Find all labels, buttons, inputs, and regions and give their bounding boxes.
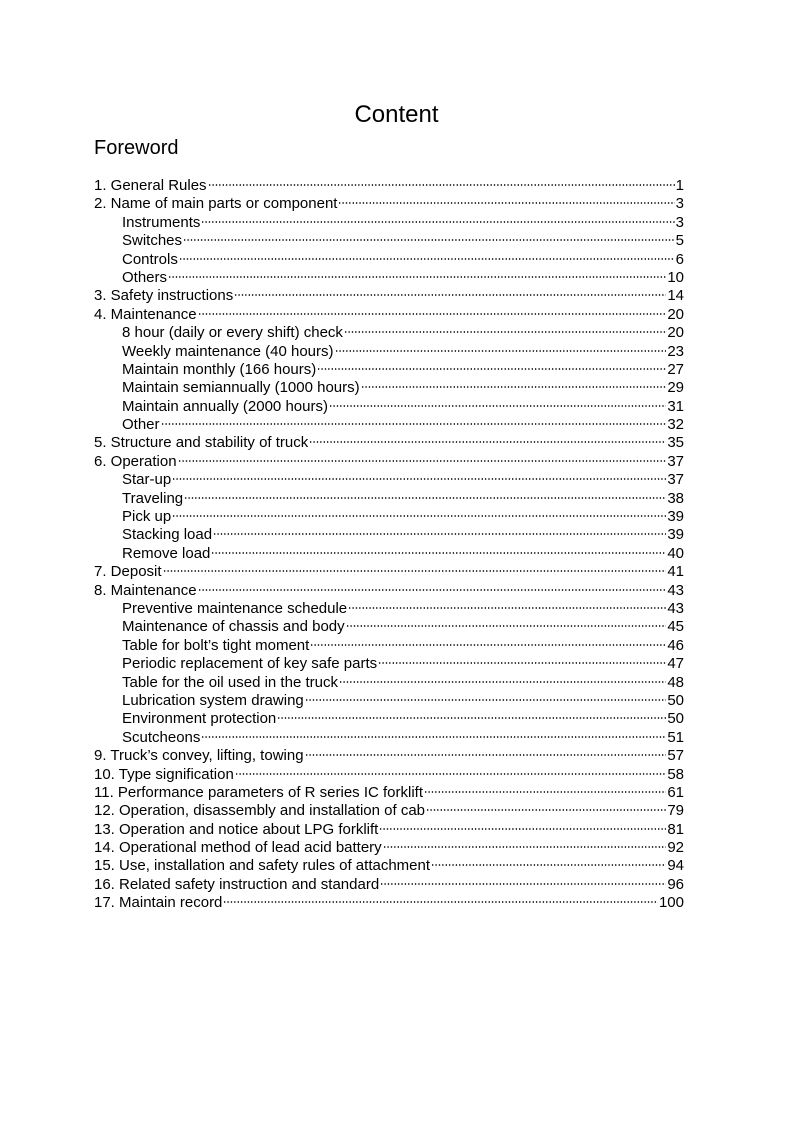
toc-entry-page-number: 6 <box>675 250 684 268</box>
toc-subentry[interactable] <box>94 251 684 269</box>
toc-subentry[interactable] <box>94 655 684 673</box>
toc-entry-label: 6. Operation <box>94 452 177 470</box>
dot-leader <box>277 716 666 720</box>
toc-entry-label: Pick up <box>122 508 172 526</box>
toc-subentry[interactable] <box>94 416 684 434</box>
toc-entry-label: Maintain annually (2000 hours) <box>122 397 328 415</box>
toc-subentry[interactable] <box>94 710 684 728</box>
toc-entry[interactable] <box>94 821 684 839</box>
toc-entry-page-number: 27 <box>667 360 684 378</box>
toc-entry[interactable] <box>94 839 684 857</box>
toc-entry-label: 12. Operation, disassembly and installation of cab <box>94 802 426 820</box>
toc-entry[interactable] <box>94 876 684 894</box>
toc-entry-page-number: 3 <box>675 213 684 231</box>
toc-entry-label: 3. Safety instructions <box>94 287 234 305</box>
toc-subentry[interactable] <box>94 600 684 618</box>
toc-entry-label: Other <box>122 416 160 434</box>
toc-entry[interactable] <box>94 177 684 195</box>
toc-entry-page-number: 37 <box>667 452 684 470</box>
toc-subentry[interactable] <box>94 343 684 361</box>
toc-entry-label: 10. Type signification <box>94 765 234 783</box>
toc-subentry[interactable] <box>94 674 684 692</box>
dot-leader <box>211 551 666 555</box>
toc-entry-label: Environment protection <box>122 710 277 728</box>
dot-leader <box>161 422 667 426</box>
dot-leader <box>305 753 667 757</box>
toc-entry-label: Maintenance of chassis and body <box>122 618 345 636</box>
toc-entry-label: 8 hour (daily or every shift) check <box>122 324 343 342</box>
toc-entry-label: 15. Use, installation and safety rules of attachment <box>94 857 431 875</box>
dot-leader <box>198 588 667 592</box>
toc-entry[interactable] <box>94 802 684 820</box>
toc-entry-page-number: 61 <box>667 783 684 801</box>
toc-subentry[interactable] <box>94 379 684 397</box>
toc-entry-page-number: 20 <box>667 324 684 342</box>
toc-entry-label: Others <box>122 268 168 286</box>
dot-leader <box>178 459 667 463</box>
page-title: Content <box>354 101 439 128</box>
toc-subentry[interactable] <box>94 269 684 287</box>
toc-subentry[interactable] <box>94 398 684 416</box>
dot-leader <box>235 772 667 776</box>
toc-entry-label: Table for the oil used in the truck <box>122 673 338 691</box>
dot-leader <box>234 293 666 297</box>
toc-entry[interactable] <box>94 453 684 471</box>
toc-entry-label: Controls <box>122 250 178 268</box>
dot-leader <box>348 606 666 610</box>
dot-leader <box>172 477 666 481</box>
dot-leader <box>310 643 666 647</box>
toc-entry-page-number: 81 <box>667 820 684 838</box>
toc-entry-page-number: 14 <box>667 287 684 305</box>
toc-entry[interactable] <box>94 766 684 784</box>
toc-entry-label: Traveling <box>122 489 184 507</box>
toc-subentry[interactable] <box>94 692 684 710</box>
dot-leader <box>309 440 666 444</box>
toc-entry-page-number: 39 <box>667 526 684 544</box>
toc-entry-page-number: 29 <box>667 379 684 397</box>
dot-leader <box>223 900 658 904</box>
toc-entry-page-number: 96 <box>667 875 684 893</box>
toc-entry-label: Scutcheons <box>122 728 201 746</box>
toc-subentry[interactable] <box>94 232 684 250</box>
toc-entry-page-number: 100 <box>658 894 684 912</box>
dot-leader <box>361 385 667 389</box>
dot-leader <box>184 496 666 500</box>
toc-entry-page-number: 51 <box>667 728 684 746</box>
toc-entry-page-number: 46 <box>667 636 684 654</box>
toc-entry-page-number: 38 <box>667 489 684 507</box>
toc-entry-label: Preventive maintenance schedule <box>122 599 348 617</box>
dot-leader <box>344 330 666 334</box>
toc-entry-page-number: 58 <box>667 765 684 783</box>
toc-entry-page-number: 41 <box>667 563 684 581</box>
toc-entry-page-number: 47 <box>667 655 684 673</box>
toc-entry-label: 16. Related safety instruction and standard <box>94 875 380 893</box>
toc-subentry[interactable] <box>94 508 684 526</box>
toc-entry-page-number: 39 <box>667 508 684 526</box>
toc-entry-page-number: 50 <box>667 710 684 728</box>
toc-entry-label: Remove load <box>122 544 211 562</box>
toc-entry-page-number: 32 <box>667 416 684 434</box>
toc-entry-label: 2. Name of main parts or component <box>94 195 338 213</box>
toc-entry[interactable] <box>94 894 684 912</box>
dot-leader <box>338 201 674 205</box>
toc-entry[interactable] <box>94 195 684 213</box>
toc-entry-page-number: 23 <box>667 342 684 360</box>
toc-entry-label: 8. Maintenance <box>94 581 197 599</box>
toc-entry-label: Star-up <box>122 471 172 489</box>
foreword-heading: Foreword <box>94 137 179 159</box>
toc-subentry[interactable] <box>94 618 684 636</box>
toc-subentry[interactable] <box>94 526 684 544</box>
dot-leader <box>426 808 666 812</box>
toc-entry-label: Weekly maintenance (40 hours) <box>122 342 334 360</box>
toc-entry-label: 17. Maintain record <box>94 894 223 912</box>
toc-entry[interactable] <box>94 434 684 452</box>
dot-leader <box>424 790 666 794</box>
toc-subentry[interactable] <box>94 214 684 232</box>
dot-leader <box>213 532 666 536</box>
dot-leader <box>329 404 666 408</box>
toc-subentry[interactable] <box>94 324 684 342</box>
toc-entry-page-number: 92 <box>667 839 684 857</box>
toc-entry[interactable] <box>94 563 684 581</box>
toc-entry-label: 13. Operation and notice about LPG forklift <box>94 820 379 838</box>
toc-entry-label: Stacking load <box>122 526 213 544</box>
toc-entry-page-number: 5 <box>675 232 684 250</box>
toc-entry-page-number: 31 <box>667 397 684 415</box>
toc-entry-label: 7. Deposit <box>94 563 162 581</box>
toc-subentry[interactable] <box>94 361 684 379</box>
toc-entry-label: 9. Truck’s convey, lifting, towing <box>94 747 304 765</box>
toc-entry[interactable] <box>94 306 684 324</box>
toc-entry-page-number: 20 <box>667 305 684 323</box>
dot-leader <box>380 882 666 886</box>
toc-entry-page-number: 79 <box>667 802 684 820</box>
dot-leader <box>335 349 667 353</box>
toc-entry-label: Maintain semiannually (1000 hours) <box>122 379 360 397</box>
toc-entry[interactable] <box>94 784 684 802</box>
toc-entry-label: Instruments <box>122 213 201 231</box>
toc-entry-page-number: 37 <box>667 471 684 489</box>
dot-leader <box>305 698 667 702</box>
toc-subentry[interactable] <box>94 729 684 747</box>
dot-leader <box>379 827 666 831</box>
toc-subentry[interactable] <box>94 545 684 563</box>
dot-leader <box>431 863 666 867</box>
toc-entry-page-number: 40 <box>667 544 684 562</box>
dot-leader <box>163 569 667 573</box>
toc-entry-label: 4. Maintenance <box>94 305 197 323</box>
toc-entry-page-number: 45 <box>667 618 684 636</box>
dot-leader <box>201 735 666 739</box>
toc-entry-page-number: 48 <box>667 673 684 691</box>
toc-entry-label: 5. Structure and stability of truck <box>94 434 309 452</box>
dot-leader <box>317 367 666 371</box>
toc-entry-label: 1. General Rules <box>94 177 207 194</box>
toc-entry-page-number: 3 <box>675 195 684 213</box>
toc-entry-label: Maintain monthly (166 hours) <box>122 360 317 378</box>
toc-entry-page-number: 1 <box>675 177 684 194</box>
toc-entry-label: Switches <box>122 232 183 250</box>
dot-leader <box>208 183 675 187</box>
dot-leader <box>168 275 666 279</box>
dot-leader <box>339 680 666 684</box>
toc-entry-page-number: 57 <box>667 747 684 765</box>
toc-entry-label: Periodic replacement of key safe parts <box>122 655 378 673</box>
toc-entry[interactable] <box>94 857 684 875</box>
toc-entry-page-number: 43 <box>667 581 684 599</box>
toc-entry-page-number: 94 <box>667 857 684 875</box>
toc-entry[interactable] <box>94 287 684 305</box>
dot-leader <box>172 514 666 518</box>
toc-entry-page-number: 50 <box>667 691 684 709</box>
dot-leader <box>346 624 667 628</box>
dot-leader <box>179 257 675 261</box>
toc-subentry[interactable] <box>94 637 684 655</box>
toc-entry-label: 11. Performance parameters of R series IC forklift <box>94 783 424 801</box>
dot-leader <box>378 661 666 665</box>
toc-entry-label: Table for bolt’s tight moment <box>122 636 310 654</box>
toc-subentry[interactable] <box>94 490 684 508</box>
toc-entry-label: Lubrication system drawing <box>122 691 304 709</box>
dot-leader <box>201 220 674 224</box>
toc-entry[interactable] <box>94 747 684 765</box>
toc-subentry[interactable] <box>94 471 684 489</box>
toc-entry-label: 14. Operational method of lead acid battery <box>94 839 382 857</box>
table-of-contents <box>94 177 684 913</box>
toc-entry[interactable] <box>94 582 684 600</box>
toc-entry-page-number: 35 <box>667 434 684 452</box>
toc-entry-page-number: 10 <box>667 268 684 286</box>
dot-leader <box>183 238 675 242</box>
dot-leader <box>383 845 667 849</box>
toc-entry-page-number: 43 <box>667 599 684 617</box>
dot-leader <box>198 312 667 316</box>
